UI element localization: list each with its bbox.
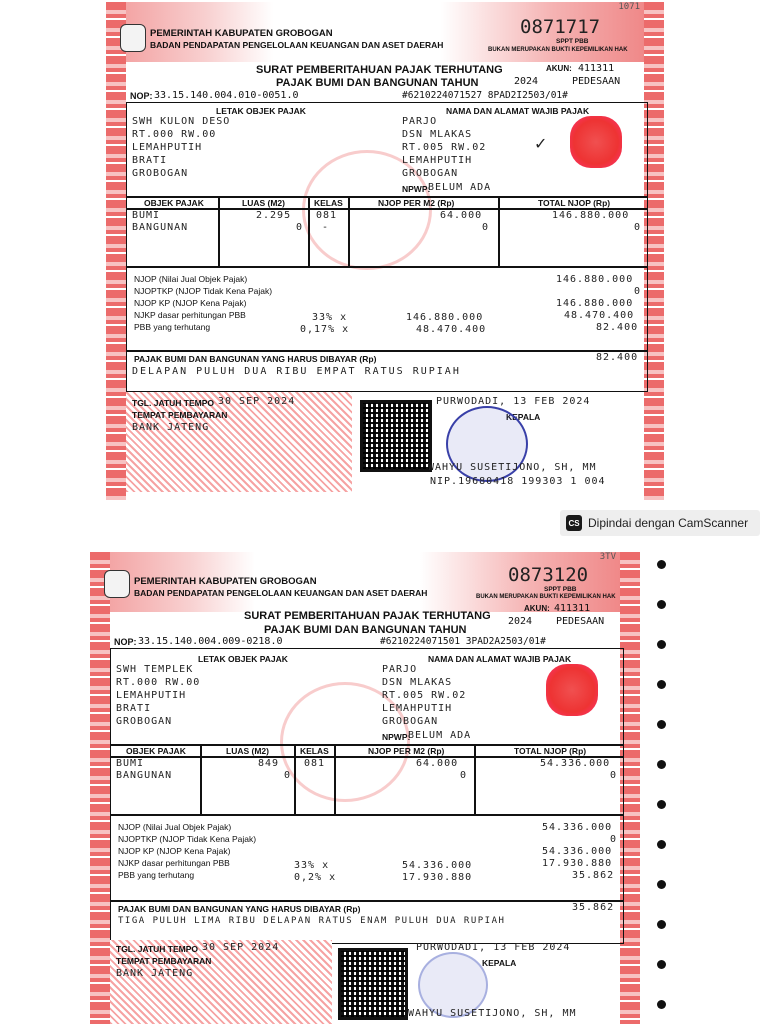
calc-label: NJOP (Nilai Jual Objek Pajak) (134, 274, 248, 284)
kepala-label: KEPALA (482, 958, 517, 968)
location-line: SWH KULON DESO (132, 116, 231, 127)
divider (308, 196, 310, 266)
calc-value: 54.336.000 (542, 822, 613, 833)
npwp-label: NPWP: (402, 184, 431, 194)
row-area: 2.295 (256, 210, 292, 221)
calc-label: NJOPTKP (NJOP Tidak Kena Pajak) (134, 286, 273, 296)
gov-name: PEMERINTAH KABUPATEN GROBOGAN (150, 28, 333, 39)
npwp-value: BELUM ADA (408, 730, 472, 741)
owner-line: LEMAHPUTIH (402, 155, 473, 166)
calc-value: 0 (634, 286, 642, 297)
pay-label: PAJAK BUMI DAN BANGUNAN YANG HARUS DIBAYAR (Rp) (134, 354, 377, 364)
row-class: 081 (304, 758, 326, 769)
nop-label: NOP: (114, 637, 137, 647)
divider (126, 350, 648, 352)
calc-base: 146.880.000 (406, 312, 484, 323)
camscanner-label: Dipindai dengan CamScanner (588, 516, 749, 530)
row-total: 54.336.000 (540, 758, 611, 769)
serial-top: 1071 (618, 2, 640, 12)
area-type: PEDESAAN (572, 76, 621, 87)
location-line: BRATI (132, 155, 168, 166)
divider (218, 196, 220, 266)
owner-line: PARJO (402, 116, 438, 127)
calc-label: PBB yang terhutang (134, 322, 211, 332)
feed-hole (657, 720, 666, 729)
row-area: 0 (296, 222, 304, 233)
row-area: 849 (258, 758, 280, 769)
calc-rate: 0,2% x (294, 872, 337, 883)
red-flower-stamp-icon (546, 664, 598, 716)
calc-label: NJOP KP (NJOP Kena Pajak) (134, 298, 247, 308)
camscanner-logo-icon: CS (566, 515, 582, 531)
col-header: TOTAL NJOP (Rp) (538, 198, 611, 208)
akun-value: 411311 (578, 63, 615, 74)
row-object: BUMI (132, 210, 161, 221)
owner-header: NAMA DAN ALAMAT WAJIB PAJAK (428, 654, 572, 664)
feed-hole (657, 880, 666, 889)
pay-value: 35.862 (572, 902, 615, 913)
due-label: TGL. JATUH TEMPO (132, 398, 215, 408)
col-header: OBJEK PAJAK (126, 746, 186, 756)
owner-line: GROBOGAN (402, 168, 459, 179)
row-class: - (322, 222, 330, 233)
qr-code-icon (338, 948, 408, 1020)
divider (126, 266, 648, 268)
akun-value: 411311 (554, 603, 591, 614)
calc-value: 146.880.000 (556, 298, 634, 309)
sppt-label: SPPT PBB (556, 38, 589, 45)
calc-base: 48.470.400 (416, 324, 487, 335)
calc-rate: 33% x (294, 860, 330, 871)
calc-value: 146.880.000 (556, 274, 634, 285)
tax-notice-1 (106, 2, 664, 500)
col-header: NJOP PER M2 (Rp) (368, 746, 445, 756)
signer-name: WAHYU SUSETIJONO, SH, MM (428, 462, 597, 473)
serial-top: 3TV (599, 552, 616, 562)
tax-year: 2024 (508, 616, 533, 627)
divider (110, 900, 624, 902)
tractor-feed-holes (655, 560, 669, 1020)
disclaimer: BUKAN MERUPAKAN BUKTI KEPEMILIKAN HAK (476, 594, 616, 600)
serial-number: 0871717 (520, 16, 601, 38)
calc-label: NJOP KP (NJOP Kena Pajak) (118, 846, 231, 856)
calc-label: NJOP (Nilai Jual Objek Pajak) (118, 822, 232, 832)
col-header: KELAS (314, 198, 343, 208)
owner-line: LEMAHPUTIH (382, 703, 453, 714)
left-stripe (106, 2, 126, 500)
calc-value: 82.400 (596, 322, 639, 333)
calc-base: 54.336.000 (402, 860, 473, 871)
location-line: BRATI (116, 703, 152, 714)
gov-name: PEMERINTAH KABUPATEN GROBOGAN (134, 576, 317, 587)
calc-label: NJKP dasar perhitungan PBB (134, 310, 246, 320)
calc-value: 0 (610, 834, 618, 845)
row-total: 0 (634, 222, 642, 233)
serial-number: 0873120 (508, 564, 589, 586)
calc-rate: 0,17% x (300, 324, 350, 335)
pay-words: TIGA PULUH LIMA RIBU DELAPAN RATUS ENAM PULUH DUA RUPIAH (118, 916, 506, 926)
divider (294, 744, 296, 814)
feed-hole (657, 920, 666, 929)
calc-rate: 33% x (312, 312, 348, 323)
owner-line: PARJO (382, 664, 418, 675)
calc-value: 17.930.880 (542, 858, 613, 869)
calc-label: NJOPTKP (NJOP Tidak Kena Pajak) (118, 834, 257, 844)
qr-code-icon (360, 400, 432, 472)
pay-label: PAJAK BUMI DAN BANGUNAN YANG HARUS DIBAYAR (Rp) (118, 904, 361, 914)
owner-line: RT.005 RW.02 (402, 142, 487, 153)
place-value: BANK JATENG (116, 968, 194, 979)
agency-name: BADAN PENDAPATAN PENGELOLAAN KEUANGAN DAN ASET DAERAH (134, 588, 428, 598)
col-header: KELAS (300, 746, 329, 756)
place-label: TEMPAT PEMBAYARAN (132, 410, 228, 420)
tax-year: 2024 (514, 76, 539, 87)
row-object: BUMI (116, 758, 145, 769)
feed-hole (657, 800, 666, 809)
row-njop: 64.000 (440, 210, 483, 221)
owner-line: DSN MLAKAS (402, 129, 473, 140)
kepala-label: KEPALA (506, 412, 541, 422)
sppt-label: SPPT PBB (544, 586, 577, 593)
red-flower-stamp-icon (570, 116, 622, 168)
divider (498, 196, 500, 266)
agency-name: BADAN PENDAPATAN PENGELOLAAN KEUANGAN DAN ASET DAERAH (150, 40, 444, 50)
payment-code: #6210224071527 8PAD2I2503/01# (402, 90, 568, 101)
location-line: SWH TEMPLEK (116, 664, 194, 675)
feed-hole (657, 960, 666, 969)
row-njop: 0 (482, 222, 490, 233)
tax-notice-2 (90, 552, 640, 1024)
calc-value: 48.470.400 (564, 310, 635, 321)
location-line: GROBOGAN (132, 168, 189, 179)
divider (200, 744, 202, 814)
nop-value: 33.15.140.004.010-0051.0 (154, 90, 299, 101)
npwp-label: NPWP: (382, 732, 411, 742)
calc-base: 17.930.880 (402, 872, 473, 883)
calc-label: NJKP dasar perhitungan PBB (118, 858, 230, 868)
row-object: BANGUNAN (116, 770, 173, 781)
pay-value: 82.400 (596, 352, 639, 363)
calc-value: 54.336.000 (542, 846, 613, 857)
due-label: TGL. JATUH TEMPO (116, 944, 199, 954)
owner-line: RT.005 RW.02 (382, 690, 467, 701)
nop-value: 33.15.140.004.009-0218.0 (138, 636, 283, 647)
payment-code: #6210224071501 3PAD2A2503/01# (380, 636, 546, 647)
calc-value: 35.862 (572, 870, 615, 881)
row-area: 0 (284, 770, 292, 781)
area-type: PEDESAAN (556, 616, 605, 627)
title-line-2: PAJAK BUMI DAN BANGUNAN TAHUN (276, 77, 479, 89)
owner-line: DSN MLAKAS (382, 677, 453, 688)
location-line: GROBOGAN (116, 716, 173, 727)
title-line-2: PAJAK BUMI DAN BANGUNAN TAHUN (264, 624, 467, 636)
col-header: LUAS (M2) (226, 746, 269, 756)
divider (348, 196, 350, 266)
col-header: TOTAL NJOP (Rp) (514, 746, 587, 756)
city-date: PURWODADI, 13 FEB 2024 (416, 942, 571, 953)
signer-name: WAHYU SUSETIJONO, SH, MM (408, 1008, 577, 1019)
feed-hole (657, 560, 666, 569)
camscanner-badge (560, 510, 760, 536)
row-object: BANGUNAN (132, 222, 189, 233)
feed-hole (657, 600, 666, 609)
row-class: 081 (316, 210, 338, 221)
checkmark-icon: ✓ (534, 136, 548, 153)
due-date: 30 SEP 2024 (202, 942, 280, 953)
location-line: LEMAHPUTIH (116, 690, 187, 701)
feed-hole (657, 1000, 666, 1009)
city-date: PURWODADI, 13 FEB 2024 (436, 396, 591, 407)
feed-hole (657, 680, 666, 689)
location-line: RT.000 RW.00 (132, 129, 217, 140)
feed-hole (657, 760, 666, 769)
col-header: OBJEK PAJAK (144, 198, 204, 208)
row-njop: 0 (460, 770, 468, 781)
owner-line: GROBOGAN (382, 716, 439, 727)
row-njop: 64.000 (416, 758, 459, 769)
row-total: 0 (610, 770, 618, 781)
nop-label: NOP: (130, 91, 153, 101)
due-date: 30 SEP 2024 (218, 396, 296, 407)
pay-words: DELAPAN PULUH DUA RIBU EMPAT RATUS RUPIAH (132, 366, 461, 377)
left-stripe (90, 552, 110, 1024)
divider (110, 814, 624, 816)
owner-header: NAMA DAN ALAMAT WAJIB PAJAK (446, 106, 590, 116)
col-header: LUAS (M2) (242, 198, 285, 208)
location-header: LETAK OBJEK PAJAK (198, 654, 288, 664)
npwp-value: BELUM ADA (428, 182, 492, 193)
disclaimer: BUKAN MERUPAKAN BUKTI KEPEMILIKAN HAK (488, 47, 628, 53)
regency-logo-icon (120, 24, 146, 52)
title-line-1: SURAT PEMBERITAHUAN PAJAK TERHUTANG (256, 64, 503, 76)
feed-hole (657, 840, 666, 849)
place-value: BANK JATENG (132, 422, 210, 433)
akun-label: AKUN: (524, 604, 550, 613)
location-line: RT.000 RW.00 (116, 677, 201, 688)
row-total: 146.880.000 (552, 210, 630, 221)
location-line: LEMAHPUTIH (132, 142, 203, 153)
calc-label: PBB yang terhutang (118, 870, 195, 880)
signer-nip: NIP.19680418 199303 1 004 (430, 476, 606, 487)
place-label: TEMPAT PEMBAYARAN (116, 956, 212, 966)
location-header: LETAK OBJEK PAJAK (216, 106, 306, 116)
divider (474, 744, 476, 814)
akun-label: AKUN: (546, 64, 572, 73)
col-header: NJOP PER M2 (Rp) (378, 198, 455, 208)
feed-hole (657, 640, 666, 649)
divider (334, 744, 336, 814)
regency-logo-icon (104, 570, 130, 598)
title-line-1: SURAT PEMBERITAHUAN PAJAK TERHUTANG (244, 610, 491, 622)
